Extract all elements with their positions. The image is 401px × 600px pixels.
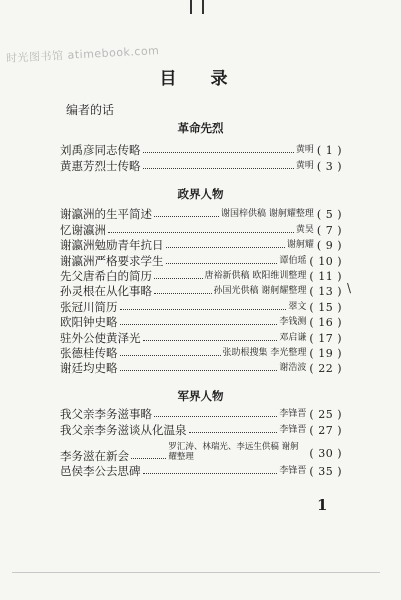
entry-page-number: ( 11 ) (309, 269, 342, 283)
entry-page-number: ( 25 ) (309, 408, 342, 422)
section-heading: 军界人物 (177, 389, 224, 403)
dot-leader (143, 472, 278, 474)
toc-entry[interactable] (60, 315, 342, 330)
dot-leader (120, 308, 287, 310)
entry-page-number: ( 17 ) (309, 331, 342, 345)
dot-leader (154, 277, 203, 279)
entry-author: 黄明 (295, 145, 314, 156)
entry-page-number: ( 30 ) (309, 446, 342, 460)
dot-leader (154, 215, 219, 217)
toc-entry[interactable] (60, 438, 342, 464)
toc-entry[interactable] (60, 299, 342, 314)
entry-title: 张冠川简历 (60, 299, 118, 314)
entry-title: 谢瀛洲严格要求学生 (60, 253, 164, 268)
entry-author: 谢国梓供稿 谢舸耀整理 (221, 209, 314, 220)
toc-entry[interactable] (60, 330, 342, 345)
scan-mark (190, 0, 192, 14)
page-number: 1 (317, 496, 328, 514)
entry-title: 谢瀛洲勉励青年抗日 (60, 238, 164, 253)
entry-title: 欧阳钟史略 (60, 315, 118, 330)
entry-page-number: ( 35 ) (309, 465, 342, 479)
dot-leader (120, 323, 278, 325)
entry-page-number: ( 19 ) (309, 346, 342, 360)
entry-page-number: ( 16 ) (309, 316, 342, 330)
entry-page-number: ( 9 ) (316, 239, 342, 253)
entry-title: 刘禹彦同志传略 (60, 143, 141, 158)
entry-author: 李锋晋 (279, 424, 307, 435)
entry-title: 先父唐希白的简历 (60, 268, 152, 283)
entry-author: 李锋晋 (279, 409, 307, 420)
entry-title: 李务滋在新会 (60, 448, 129, 463)
entry-author: 罗汇涛、林瑞光、李远生供稿 谢舸耀整理 (168, 441, 299, 462)
toc-entry[interactable] (60, 222, 342, 237)
dot-leader (143, 167, 294, 169)
entry-page-number: ( 5 ) (316, 208, 342, 222)
dot-leader (120, 354, 221, 356)
dot-leader (143, 339, 278, 341)
dot-leader (154, 292, 212, 294)
entry-author: 黄明 (295, 160, 314, 171)
scan-mark (202, 0, 204, 14)
entry-title: 张德桂传略 (60, 345, 118, 360)
entry-author: 谢舸耀 (286, 240, 314, 251)
toc-entry[interactable] (60, 253, 342, 268)
section-heading: 政界人物 (177, 187, 224, 201)
editor-note-link[interactable]: 编者的话 (66, 103, 115, 117)
dot-leader (166, 262, 278, 264)
entry-author: 李锋晋 (279, 466, 307, 477)
entry-title: 忆谢瀛洲 (60, 222, 106, 237)
dot-leader (189, 431, 278, 433)
entry-author: 李钱测 (279, 317, 307, 328)
entry-title: 我父亲李务滋事略 (60, 407, 152, 422)
entry-title: 孙灵根在从化事略 (60, 284, 152, 299)
entry-title: 黄惠芳烈士传略 (60, 158, 141, 173)
toc-entry[interactable] (60, 346, 342, 361)
section-heading: 革命先烈 (177, 121, 224, 135)
toc-entry[interactable] (60, 407, 342, 422)
entry-page-number: ( 7 ) (316, 223, 342, 237)
toc-entry[interactable] (60, 143, 342, 158)
entry-author: 孙国光供稿 谢舸耀整理 (213, 286, 307, 297)
toc-section-list (60, 143, 342, 174)
entry-author: 翠文 (288, 301, 307, 312)
dot-leader (108, 231, 294, 233)
toc-entry[interactable] (60, 361, 342, 376)
entry-author: 唐裕新供稿 欧阳维训整理 (204, 270, 307, 281)
toc-section-list (60, 407, 342, 479)
entry-author: 谭伯瑶 (279, 255, 307, 266)
entry-author: 黄昊 (295, 224, 314, 235)
page-title: 目 录 (159, 69, 242, 89)
toc-section-list (60, 207, 342, 376)
toc-entry[interactable] (60, 284, 342, 299)
margin-mark: \ (347, 281, 352, 295)
entry-author: 谢浩波 (279, 363, 307, 374)
entry-author: 张助根搜集 李光整理 (222, 347, 307, 358)
dot-leader (131, 457, 166, 459)
toc-entry[interactable] (60, 207, 342, 222)
entry-title: 谢瀛洲的生平简述 (60, 207, 152, 222)
entry-page-number: ( 22 ) (309, 362, 342, 376)
entry-page-number: ( 13 ) (309, 285, 342, 299)
watermark: 时光图书馆 atimebook.com (5, 43, 160, 66)
entry-page-number: ( 27 ) (309, 423, 342, 437)
toc-entry[interactable] (60, 464, 342, 479)
entry-page-number: ( 10 ) (309, 254, 342, 268)
dot-leader (120, 369, 278, 371)
entry-title: 驻外公使黄泽光 (60, 330, 141, 345)
entry-title: 我父亲李务滋谈从化温泉 (60, 422, 187, 437)
entry-page-number: ( 15 ) (309, 300, 342, 314)
entry-page-number: ( 1 ) (316, 144, 342, 158)
toc-entry[interactable] (60, 269, 342, 284)
entry-title: 邑侯李公去思碑 (60, 464, 141, 479)
toc-entry[interactable] (60, 158, 342, 173)
entry-page-number: ( 3 ) (316, 159, 342, 173)
dot-leader (143, 151, 294, 153)
entry-author: 邓启谦 (279, 332, 307, 343)
page-edge-divider (12, 572, 380, 573)
toc-entry[interactable] (60, 238, 342, 253)
dot-leader (154, 415, 277, 417)
toc-entry[interactable] (60, 422, 342, 437)
entry-title: 谢廷均史略 (60, 361, 118, 376)
dot-leader (166, 246, 285, 248)
